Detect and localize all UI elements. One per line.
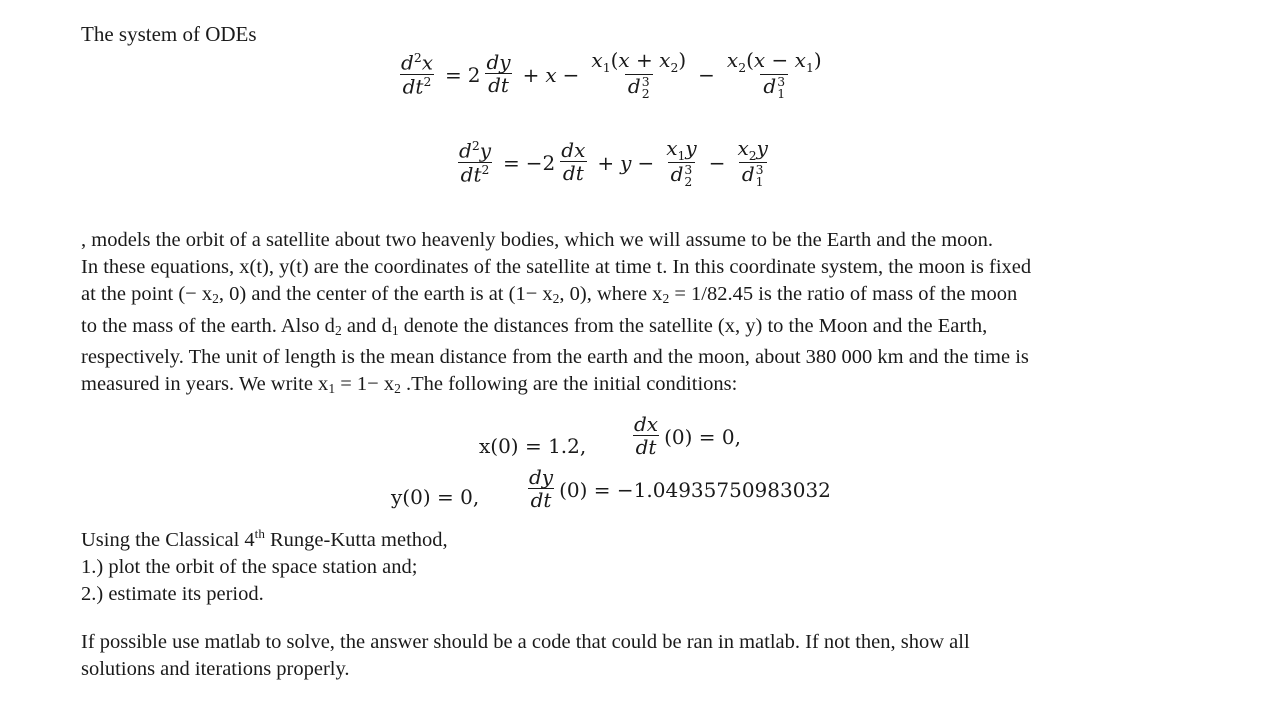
- paragraph-line-5: respectively. The unit of length is the mean distance from the earth and the moon, about 380 000 km and the time is: [81, 345, 1029, 368]
- task-list: [81, 520, 448, 608]
- initial-condition-dx: $\frac{dx}{dt}$ (0) = 0,: [634, 412, 741, 459]
- intro-text: The system of ODEs: [81, 22, 257, 46]
- equation-x: $\frac{d^2x}{dt^2}$ = 2 $\frac{dy}{dt}$ + x − $x_1(x + x_2)$ d 3 2 − $x_2(x - x_1)$ d 3 1: [401, 48, 822, 101]
- closing-line-1: If possible use matlab to solve, the answer should be a code that could be ran in matlab. If not then, show all: [81, 631, 970, 653]
- paragraph-line-2: In these equations, x(t), y(t) are the coordinates of the satellite at time t. In this coordinate system, the moon is fixed: [81, 256, 1032, 279]
- closing-line-2: solutions and iterations properly.: [81, 658, 350, 681]
- paragraph-line-6: measured in years. We write $x_1 = 1- x_2$ .The following are the initial conditions:: [81, 373, 738, 397]
- paragraph-line-3: at the point (− $x_2$, 0) and the center of the earth is at ($1- x_2$, 0), where $x_2 = 1/82.45$ is the ratio of mass of the moon: [81, 283, 1018, 307]
- paragraph-line-4: to the mass of the earth. Also $d_2$ and $d_1$ denote the distances from the satellite (x, y) to the Moon and the Earth,: [81, 314, 988, 338]
- initial-condition-y: y(0) = 0,: [391, 485, 480, 509]
- task-item-2: 2.) estimate its period.: [81, 583, 264, 606]
- closing-note: [81, 629, 1181, 683]
- task-item-1: 1.) plot the orbit of the space station and;: [81, 556, 418, 579]
- initial-condition-x: x(0) = 1.2,: [479, 434, 587, 458]
- paragraph-line-1: , models the orbit of a satellite about two heavenly bodies, which we will assume to be the Earth and the moon.: [81, 229, 994, 251]
- description-paragraph: [81, 227, 1171, 402]
- task-intro: Using the Classical 4th Runge-Kutta method,: [81, 526, 448, 551]
- equation-y: $\frac{d^2y}{dt^2}$ = −2 $\frac{dx}{dt}$ + y − $x_1y$ d 3 2 − $x_2y$ d 3 1: [459, 136, 768, 189]
- initial-condition-dy: $\frac{dy}{dt}$ (0) = −1.04935750983032: [529, 465, 831, 512]
